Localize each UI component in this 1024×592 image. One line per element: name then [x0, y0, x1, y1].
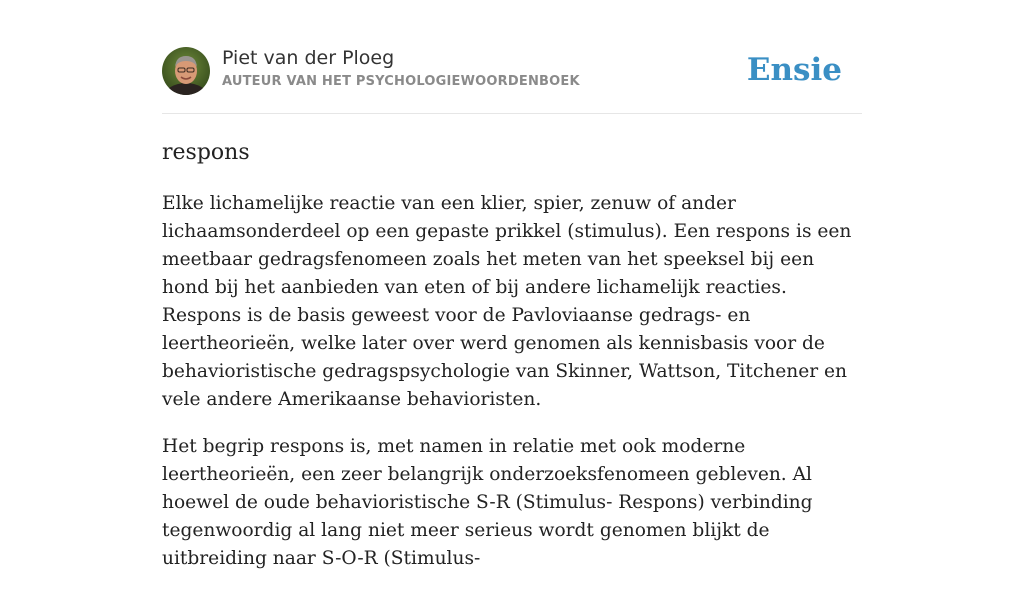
author-name[interactable]: Piet van der Ploeg	[222, 47, 395, 69]
author-role: AUTEUR VAN HET PSYCHOLOGIEWOORDENBOEK	[222, 74, 580, 89]
header-divider	[162, 113, 862, 114]
entry-title: respons	[162, 140, 250, 165]
entry-body	[162, 190, 862, 592]
author-header	[162, 46, 862, 96]
entry-paragraph-2: Het begrip respons is, met namen in relatie met ook moderne leertheorieën, een zeer belangrijk onderzoeksfenomeen gebleven. Al hoewel de oude behavioristische S-R (Stimulus- Respons) verbinding tegenwoordig al lang niet meer serieus wordt genomen blijkt de uitbreiding naar S-O-R (Stimulus-	[162, 436, 813, 569]
ensie-logo[interactable]: Ensie	[746, 52, 842, 88]
author-photo	[162, 47, 210, 95]
entry-paragraph-1: Elke lichamelijke reactie van een klier, spier, zenuw of ander lichaamsonderdeel op een gepaste prikkel (stimulus). Een respons is een meetbaar gedragsfenomeen zoals het meten van het speeksel bij een hond bij het aanbieden van eten of bij andere lichamelijk reacties. Respons is de basis geweest voor de Pavloviaanse gedrags- en leertheorieën, welke later over werd genomen als kennisbasis voor de behavioristische gedragspsychologie van Skinner, Wattson, Titchener en vele andere Amerikaanse behavioristen.	[162, 193, 852, 410]
page	[162, 0, 862, 569]
author-avatar[interactable]	[162, 47, 210, 95]
